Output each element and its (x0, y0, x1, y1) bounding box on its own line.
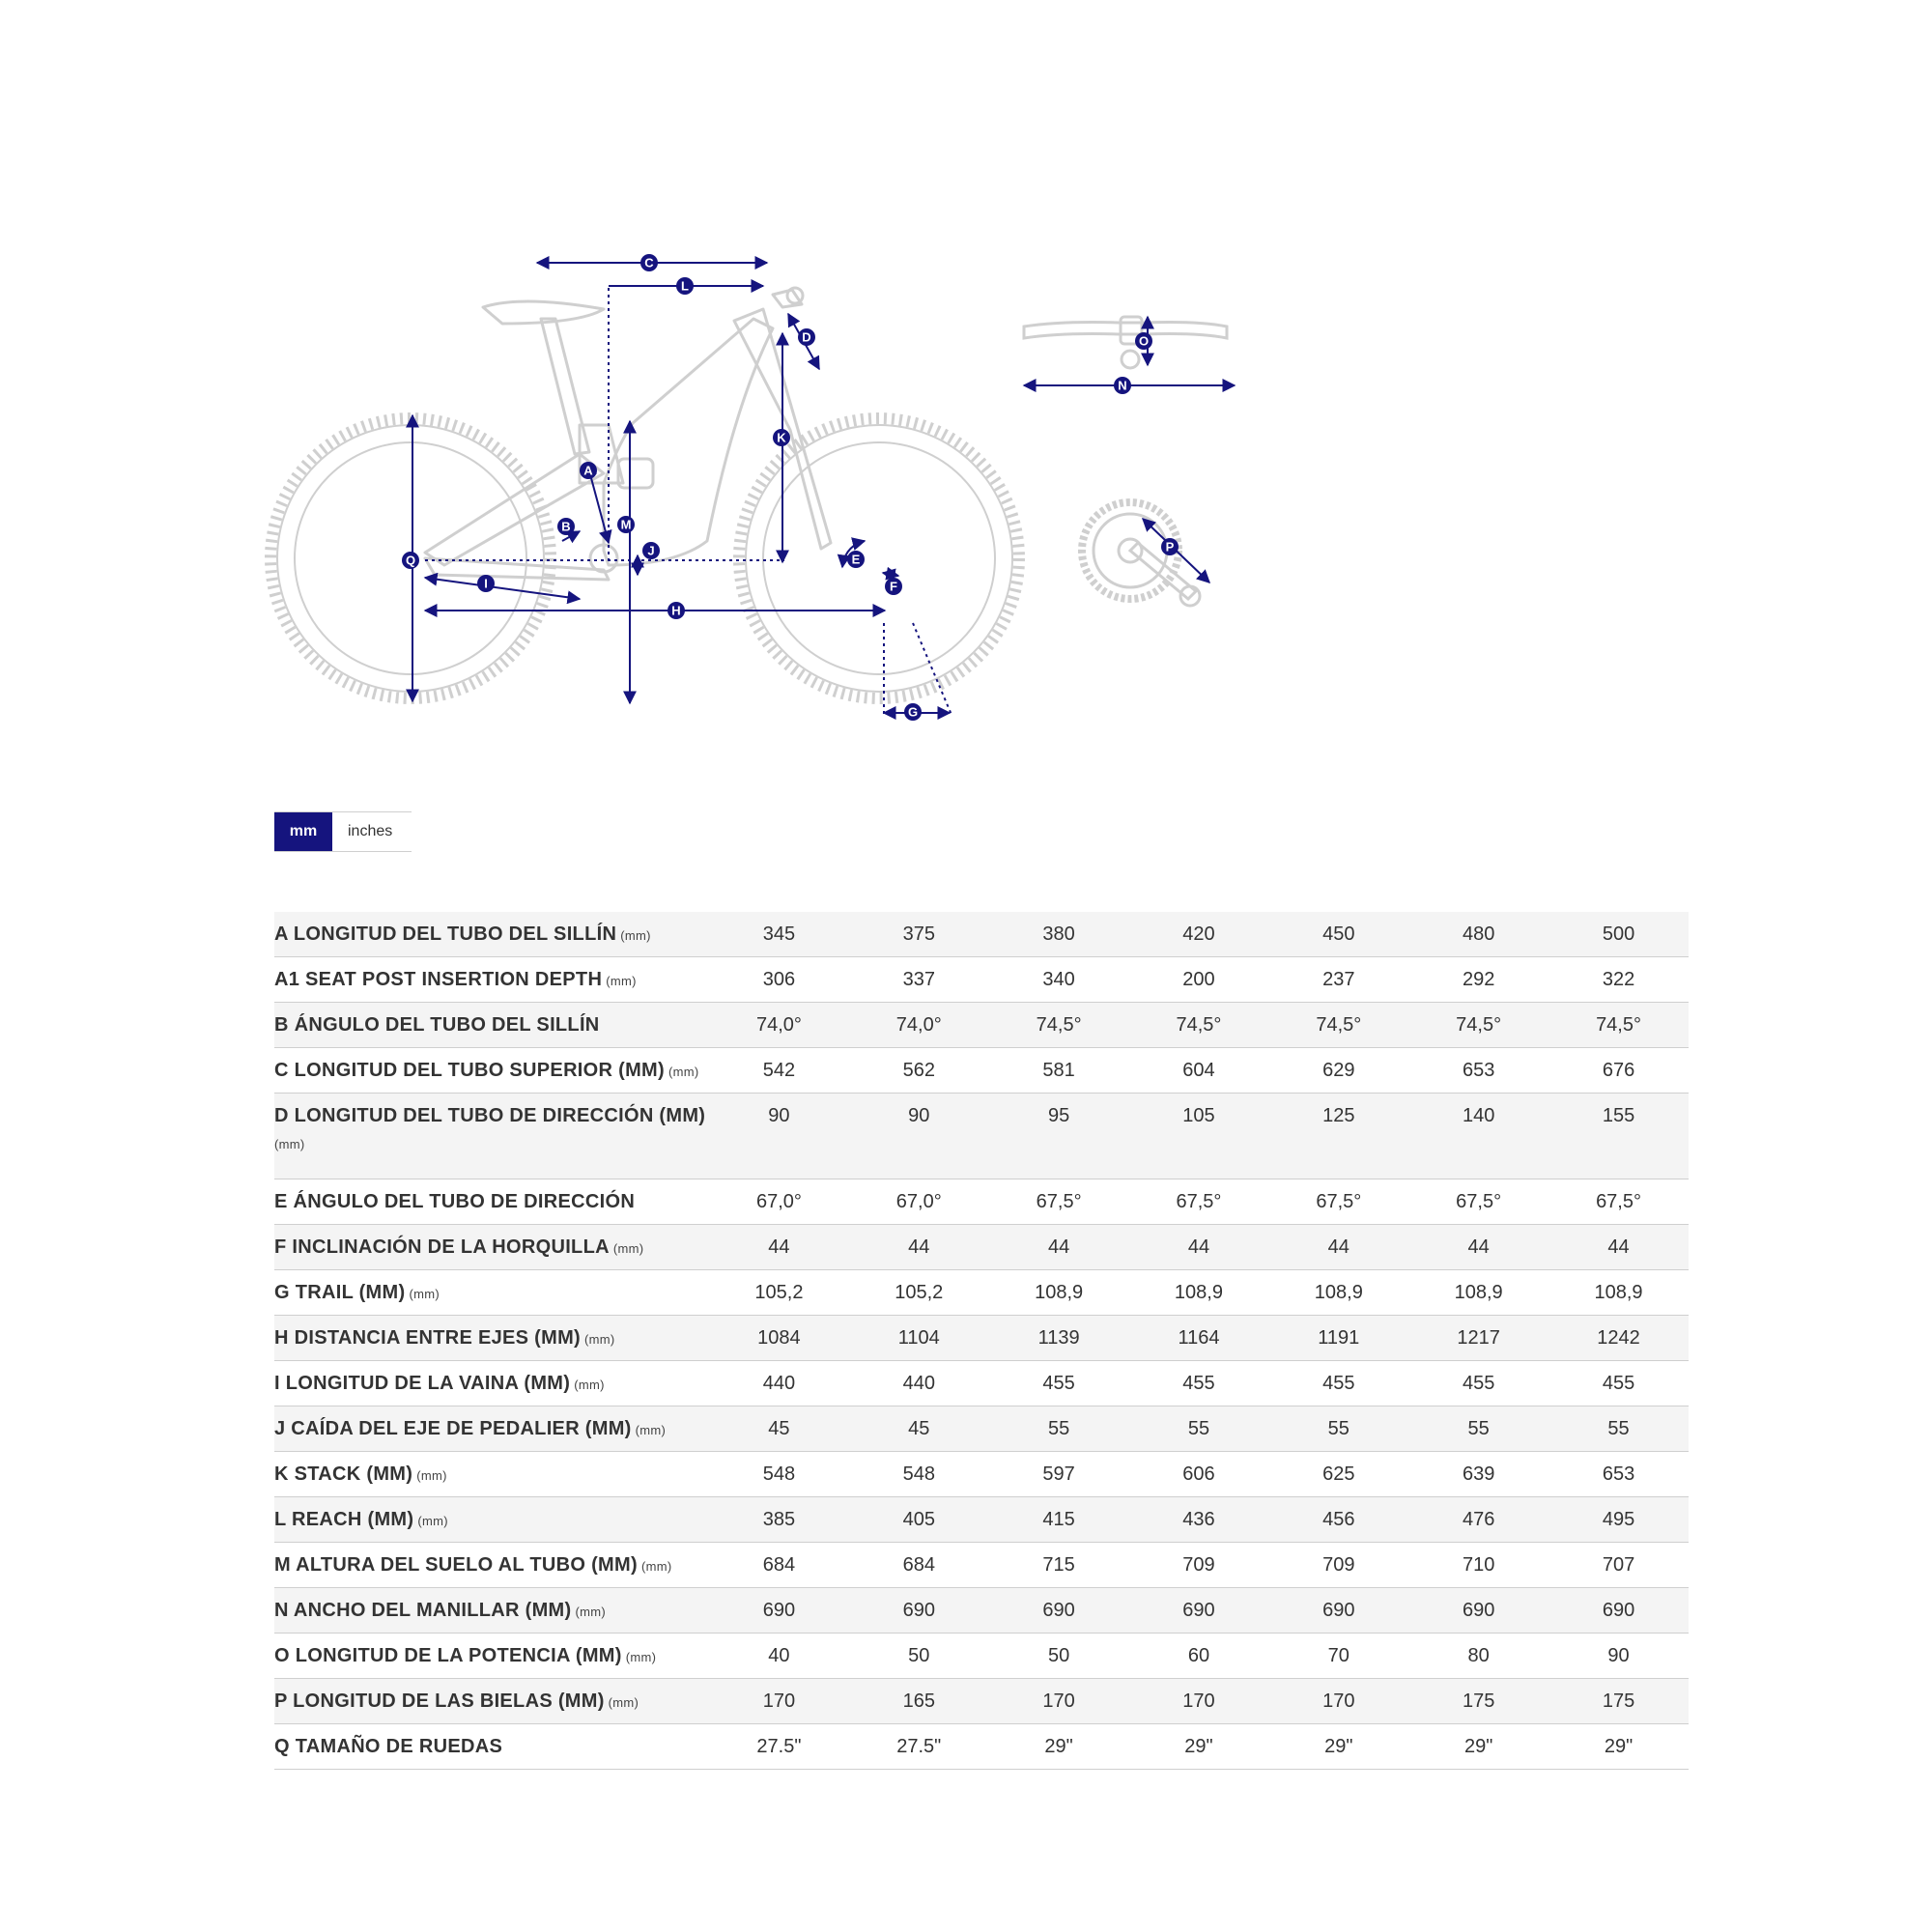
cell-value: 690 (1408, 1588, 1548, 1634)
row-label-text: K STACK (MM) (274, 1463, 413, 1485)
cell-value: 67,0° (709, 1179, 849, 1225)
unit-mm-button[interactable]: mm (274, 812, 332, 851)
cell-value: 55 (1268, 1406, 1408, 1452)
row-label (274, 957, 709, 1003)
cell-value: 74,5° (1268, 1003, 1408, 1048)
row-unit: (mm) (575, 1604, 606, 1619)
row-unit: (mm) (668, 1064, 699, 1079)
cell-value: 170 (1129, 1679, 1269, 1724)
cell-value: 1164 (1129, 1316, 1269, 1361)
marker-d (798, 328, 815, 346)
cell-value: 90 (1548, 1634, 1689, 1679)
cell-value: 45 (709, 1406, 849, 1452)
row-label-text: Q TAMAÑO DE RUEDAS (274, 1735, 503, 1757)
cell-value: 170 (709, 1679, 849, 1724)
svg-text:H: H (671, 603, 681, 618)
cell-value: 108,9 (1268, 1270, 1408, 1316)
table-row (274, 1361, 1689, 1406)
svg-text:N: N (1118, 378, 1127, 393)
cell-value: 684 (849, 1543, 989, 1588)
svg-text:E: E (851, 552, 861, 567)
front-wheel (739, 418, 1019, 698)
svg-text:L: L (681, 278, 689, 294)
row-label (274, 1543, 709, 1588)
cell-value: 375 (849, 912, 989, 957)
cell-value: 125 (1268, 1094, 1408, 1179)
row-label (274, 1094, 709, 1179)
cell-value: 90 (849, 1094, 989, 1179)
row-label-text: E ÁNGULO DEL TUBO DE DIRECCIÓN (274, 1190, 636, 1212)
marker-a (580, 462, 597, 479)
marker-i (477, 575, 495, 592)
cell-value: 170 (989, 1679, 1129, 1724)
cell-value: 436 (1129, 1497, 1269, 1543)
marker-h (668, 602, 685, 619)
marker-b (557, 518, 575, 535)
cell-value: 170 (1268, 1679, 1408, 1724)
svg-text:F: F (890, 579, 897, 594)
table-row (274, 912, 1689, 957)
row-label (274, 1452, 709, 1497)
cell-value: 29" (1408, 1724, 1548, 1770)
cell-value: 306 (709, 957, 849, 1003)
unit-toggle (274, 811, 412, 852)
cell-value: 455 (1268, 1361, 1408, 1406)
bike-geometry-diagram (0, 0, 1932, 773)
row-label (274, 1634, 709, 1679)
marker-o (1135, 332, 1152, 350)
cell-value: 155 (1548, 1094, 1689, 1179)
marker-q (402, 552, 419, 569)
cell-value: 44 (709, 1225, 849, 1270)
row-label (274, 1497, 709, 1543)
cell-value: 50 (989, 1634, 1129, 1679)
cell-value: 629 (1268, 1048, 1408, 1094)
cell-value: 709 (1129, 1543, 1269, 1588)
row-label-text: D LONGITUD DEL TUBO DE DIRECCIÓN (MM) (274, 1105, 706, 1126)
marker-n (1114, 377, 1131, 394)
cell-value: 690 (1129, 1588, 1269, 1634)
cell-value: 455 (1548, 1361, 1689, 1406)
row-label (274, 1179, 709, 1225)
marker-m (617, 516, 635, 533)
cell-value: 74,5° (1548, 1003, 1689, 1048)
row-unit: (mm) (574, 1377, 605, 1392)
row-label-text: P LONGITUD DE LAS BIELAS (MM) (274, 1690, 605, 1712)
svg-text:I: I (484, 576, 488, 591)
row-label (274, 1270, 709, 1316)
row-label (274, 1724, 709, 1770)
table-row (274, 1406, 1689, 1452)
svg-text:P: P (1165, 539, 1175, 554)
cell-value: 27.5" (709, 1724, 849, 1770)
cell-value: 292 (1408, 957, 1548, 1003)
row-unit: (mm) (625, 1649, 657, 1664)
row-unit: (mm) (608, 1694, 639, 1710)
cell-value: 29" (1268, 1724, 1408, 1770)
cell-value: 1104 (849, 1316, 989, 1361)
svg-text:Q: Q (405, 553, 416, 568)
table-row (274, 1048, 1689, 1094)
table-row (274, 1179, 1689, 1225)
table-row (274, 1270, 1689, 1316)
svg-text:M: M (620, 517, 632, 532)
cell-value: 55 (989, 1406, 1129, 1452)
cell-value: 44 (1548, 1225, 1689, 1270)
geometry-table (274, 912, 1689, 1770)
cell-value: 44 (849, 1225, 989, 1270)
cell-value: 476 (1408, 1497, 1548, 1543)
cell-value: 105,2 (709, 1270, 849, 1316)
cell-value: 322 (1548, 957, 1689, 1003)
cell-value: 684 (709, 1543, 849, 1588)
cell-value: 50 (849, 1634, 989, 1679)
table-row (274, 1316, 1689, 1361)
cell-value: 175 (1548, 1679, 1689, 1724)
cell-value: 29" (1129, 1724, 1269, 1770)
marker-k (773, 429, 790, 446)
cell-value: 67,5° (1268, 1179, 1408, 1225)
row-label-text: J CAÍDA DEL EJE DE PEDALIER (MM) (274, 1417, 632, 1439)
cell-value: 74,5° (989, 1003, 1129, 1048)
cell-value: 60 (1129, 1634, 1269, 1679)
row-label-text: F INCLINACIÓN DE LA HORQUILLA (274, 1236, 610, 1258)
cell-value: 67,5° (1548, 1179, 1689, 1225)
cell-value: 74,5° (1408, 1003, 1548, 1048)
row-label-text: G TRAIL (MM) (274, 1281, 406, 1303)
cell-value: 690 (1548, 1588, 1689, 1634)
cell-value: 70 (1268, 1634, 1408, 1679)
row-unit: (mm) (606, 973, 637, 988)
cell-value: 108,9 (1548, 1270, 1689, 1316)
svg-text:K: K (777, 430, 786, 445)
row-label (274, 1048, 709, 1094)
table-row (274, 1679, 1689, 1724)
cell-value: 237 (1268, 957, 1408, 1003)
cell-value: 440 (849, 1361, 989, 1406)
cell-value: 715 (989, 1543, 1129, 1588)
cell-value: 29" (989, 1724, 1129, 1770)
cell-value: 450 (1268, 912, 1408, 957)
cell-value: 55 (1548, 1406, 1689, 1452)
row-label-text: B ÁNGULO DEL TUBO DEL SILLÍN (274, 1013, 600, 1036)
handlebar-diagram (1024, 317, 1227, 368)
cell-value: 562 (849, 1048, 989, 1094)
cell-value: 90 (709, 1094, 849, 1179)
row-label (274, 1588, 709, 1634)
cell-value: 690 (989, 1588, 1129, 1634)
svg-text:B: B (561, 519, 571, 534)
cell-value: 606 (1129, 1452, 1269, 1497)
cell-value: 44 (989, 1225, 1129, 1270)
table-row (274, 957, 1689, 1003)
cell-value: 690 (1268, 1588, 1408, 1634)
cell-value: 67,0° (849, 1179, 989, 1225)
marker-p (1161, 538, 1179, 555)
cell-value: 74,0° (849, 1003, 989, 1048)
cell-value: 55 (1408, 1406, 1548, 1452)
cell-value: 597 (989, 1452, 1129, 1497)
cell-value: 420 (1129, 912, 1269, 957)
cell-value: 345 (709, 912, 849, 957)
cell-value: 80 (1408, 1634, 1548, 1679)
svg-text:O: O (1138, 333, 1150, 349)
cell-value: 676 (1548, 1048, 1689, 1094)
row-label-text: I LONGITUD DE LA VAINA (MM) (274, 1372, 571, 1394)
cell-value: 548 (849, 1452, 989, 1497)
cell-value: 690 (709, 1588, 849, 1634)
cell-value: 495 (1548, 1497, 1689, 1543)
table-row (274, 1497, 1689, 1543)
cell-value: 690 (849, 1588, 989, 1634)
cell-value: 44 (1268, 1225, 1408, 1270)
cell-value: 548 (709, 1452, 849, 1497)
row-unit: (mm) (640, 1558, 672, 1574)
marker-g (904, 703, 922, 721)
cell-value: 604 (1129, 1048, 1269, 1094)
row-label-text: N ANCHO DEL MANILLAR (MM) (274, 1599, 572, 1621)
svg-text:G: G (907, 704, 919, 720)
row-label (274, 1225, 709, 1270)
marker-c (640, 254, 658, 271)
cell-value: 74,5° (1129, 1003, 1269, 1048)
row-unit: (mm) (635, 1422, 667, 1437)
cell-value: 105,2 (849, 1270, 989, 1316)
cell-value: 165 (849, 1679, 989, 1724)
cell-value: 44 (1129, 1225, 1269, 1270)
cell-value: 653 (1408, 1048, 1548, 1094)
row-unit: (mm) (612, 1240, 644, 1256)
row-label-text: H DISTANCIA ENTRE EJES (MM) (274, 1326, 581, 1349)
row-unit: (mm) (409, 1286, 440, 1301)
row-label (274, 1679, 709, 1724)
row-unit: (mm) (274, 1137, 305, 1151)
cell-value: 340 (989, 957, 1129, 1003)
cell-value: 40 (709, 1634, 849, 1679)
crankset-diagram (1082, 502, 1200, 606)
cell-value: 1191 (1268, 1316, 1408, 1361)
cell-value: 480 (1408, 912, 1548, 957)
cell-value: 105 (1129, 1094, 1269, 1179)
row-label-text: C LONGITUD DEL TUBO SUPERIOR (MM) (274, 1059, 665, 1081)
cell-value: 45 (849, 1406, 989, 1452)
cell-value: 27.5" (849, 1724, 989, 1770)
cell-value: 67,5° (1408, 1179, 1548, 1225)
cell-value: 653 (1548, 1452, 1689, 1497)
cell-value: 74,0° (709, 1003, 849, 1048)
cell-value: 455 (989, 1361, 1129, 1406)
cell-value: 108,9 (1129, 1270, 1269, 1316)
cell-value: 67,5° (989, 1179, 1129, 1225)
cell-value: 709 (1268, 1543, 1408, 1588)
cell-value: 1217 (1408, 1316, 1548, 1361)
table-row (274, 1003, 1689, 1048)
cell-value: 440 (709, 1361, 849, 1406)
cell-value: 639 (1408, 1452, 1548, 1497)
cell-value: 108,9 (989, 1270, 1129, 1316)
cell-value: 1139 (989, 1316, 1129, 1361)
row-label (274, 1361, 709, 1406)
row-label-text: M ALTURA DEL SUELO AL TUBO (MM) (274, 1553, 638, 1576)
row-label (274, 912, 709, 957)
cell-value: 108,9 (1408, 1270, 1548, 1316)
cell-value: 415 (989, 1497, 1129, 1543)
cell-value: 1242 (1548, 1316, 1689, 1361)
dimension-arrows (412, 263, 1235, 713)
cell-value: 140 (1408, 1094, 1548, 1179)
svg-text:A: A (583, 463, 593, 478)
cell-value: 707 (1548, 1543, 1689, 1588)
row-label (274, 1003, 709, 1048)
cell-value: 337 (849, 957, 989, 1003)
row-label-text: O LONGITUD DE LA POTENCIA (MM) (274, 1644, 622, 1666)
cell-value: 29" (1548, 1724, 1689, 1770)
svg-text:J: J (647, 543, 655, 558)
cell-value: 1084 (709, 1316, 849, 1361)
unit-inches-button[interactable]: inches (332, 812, 412, 851)
cell-value: 455 (1408, 1361, 1548, 1406)
row-label-text: L REACH (MM) (274, 1508, 414, 1530)
cell-value: 625 (1268, 1452, 1408, 1497)
table-row (274, 1452, 1689, 1497)
table-row (274, 1225, 1689, 1270)
cell-value: 542 (709, 1048, 849, 1094)
row-label (274, 1406, 709, 1452)
row-unit: (mm) (417, 1513, 448, 1528)
table-row (274, 1724, 1689, 1770)
cell-value: 385 (709, 1497, 849, 1543)
cell-value: 95 (989, 1094, 1129, 1179)
row-label-text: A1 SEAT POST INSERTION DEPTH (274, 968, 603, 990)
cell-value: 175 (1408, 1679, 1548, 1724)
cell-value: 44 (1408, 1225, 1548, 1270)
row-unit: (mm) (620, 927, 651, 943)
table-row (274, 1094, 1689, 1179)
marker-j (642, 542, 660, 559)
cell-value: 67,5° (1129, 1179, 1269, 1225)
cell-value: 455 (1129, 1361, 1269, 1406)
row-label-text: A LONGITUD DEL TUBO DEL SILLÍN (274, 923, 617, 945)
table-row (274, 1588, 1689, 1634)
marker-f (885, 578, 902, 595)
svg-text:D: D (802, 329, 811, 345)
row-unit: (mm) (416, 1467, 447, 1483)
table-row (274, 1634, 1689, 1679)
cell-value: 456 (1268, 1497, 1408, 1543)
cell-value: 500 (1548, 912, 1689, 957)
cell-value: 581 (989, 1048, 1129, 1094)
row-unit: (mm) (584, 1331, 615, 1347)
marker-e (847, 551, 865, 568)
marker-l (676, 277, 694, 295)
svg-text:C: C (644, 255, 654, 270)
cell-value: 200 (1129, 957, 1269, 1003)
row-label (274, 1316, 709, 1361)
table-row (274, 1543, 1689, 1588)
cell-value: 710 (1408, 1543, 1548, 1588)
cell-value: 380 (989, 912, 1129, 957)
cell-value: 405 (849, 1497, 989, 1543)
cell-value: 55 (1129, 1406, 1269, 1452)
